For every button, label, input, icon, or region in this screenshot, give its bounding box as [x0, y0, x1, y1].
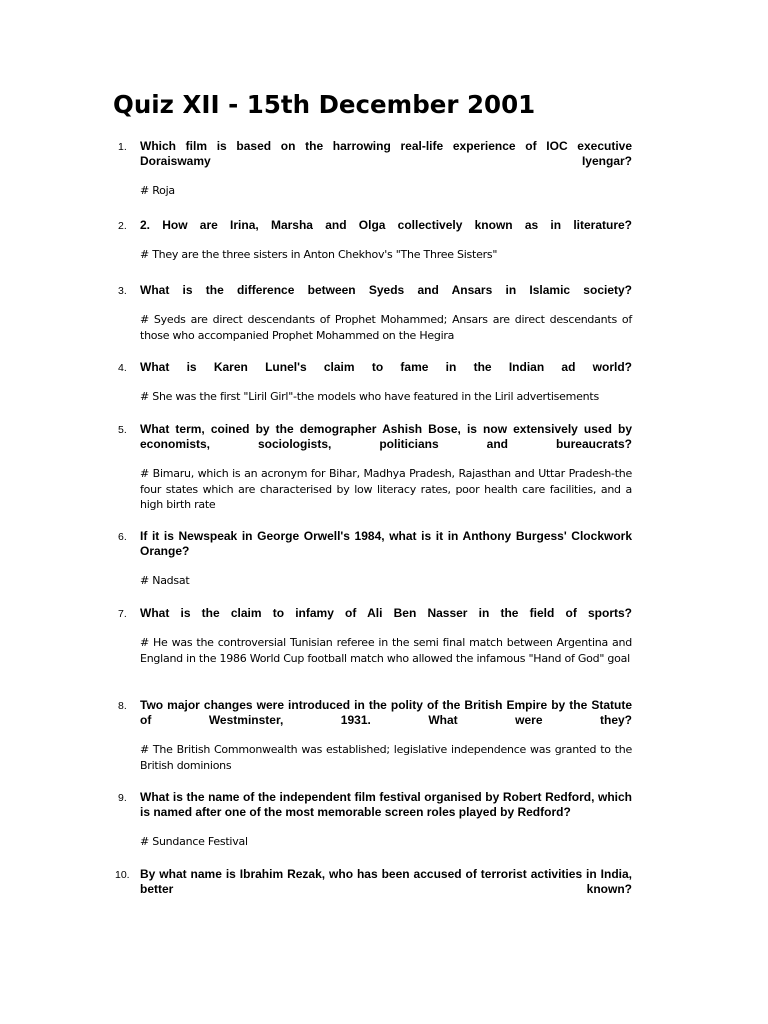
question-number: 2. [118, 220, 127, 232]
question-number: 6. [118, 531, 127, 543]
question-number: 4. [118, 362, 127, 374]
question-number: 5. [118, 424, 127, 436]
question-number: 1. [118, 141, 127, 153]
answer-text: # Bimaru, which is an acronym for Bihar, Madhya Pradesh, Rajasthan and Uttar Pradesh-the four states which are characterised by low literacy rates, poor health care facilities, and a high birth rate [140, 467, 632, 511]
question-text: By what name is Ibrahim Rezak, who has been accused of terrorist activities in India, better known? [140, 867, 632, 896]
question-text: If it is Newspeak in George Orwell's 1984, what is it in Anthony Burgess' Clockwork Orange? [140, 529, 632, 558]
answer-text: # She was the first "Liril Girl"-the models who have featured in the Liril advertisements [140, 390, 599, 403]
answer-text: # He was the controversial Tunisian referee in the semi final match between Argentina and England in the 1986 World Cup football match who allowed the infamous "Hand of God" goal [140, 636, 632, 665]
question-text: Which film is based on the harrowing real-life experience of IOC executive Doraiswamy Iyengar? [140, 139, 632, 168]
question-number: 9. [118, 792, 127, 804]
question-number: 8. [118, 700, 127, 712]
question-text: What is the name of the independent film festival organised by Robert Redford, which is named after one of the most memorable screen roles played by Redford? [140, 790, 632, 819]
question-number: 3. [118, 285, 127, 297]
answer-text: # Syeds are direct descendants of Prophet Mohammed; Ansars are direct descendants of those who accompanied Prophet Mohammed on the Hegira [140, 313, 632, 342]
question-text: What is the claim to infamy of Ali Ben Nasser in the field of sports? [140, 606, 632, 620]
answer-text: # Nadsat [140, 574, 190, 587]
question-number: 7. [118, 608, 127, 620]
question-number: 10. [115, 869, 130, 881]
question-text: What is the difference between Syeds and Ansars in Islamic society? [140, 283, 632, 297]
question-text: 2. How are Irina, Marsha and Olga collectively known as in literature? [140, 218, 632, 232]
question-text: What is Karen Lunel's claim to fame in the Indian ad world? [140, 360, 632, 374]
answer-text: # The British Commonwealth was established; legislative independence was granted to the British dominions [140, 743, 632, 772]
page-title: Quiz XII - 15th December 2001 [113, 90, 536, 119]
question-text: What term, coined by the demographer Ashish Bose, is now extensively used by economists, sociologists, politicians and bureaucrats? [140, 422, 632, 451]
question-text: Two major changes were introduced in the polity of the British Empire by the Statute of Westminster, 1931. What were they? [140, 698, 632, 727]
answer-text: # Roja [140, 184, 175, 197]
answer-text: # Sundance Festival [140, 835, 248, 848]
answer-text: # They are the three sisters in Anton Chekhov's "The Three Sisters" [140, 248, 498, 261]
